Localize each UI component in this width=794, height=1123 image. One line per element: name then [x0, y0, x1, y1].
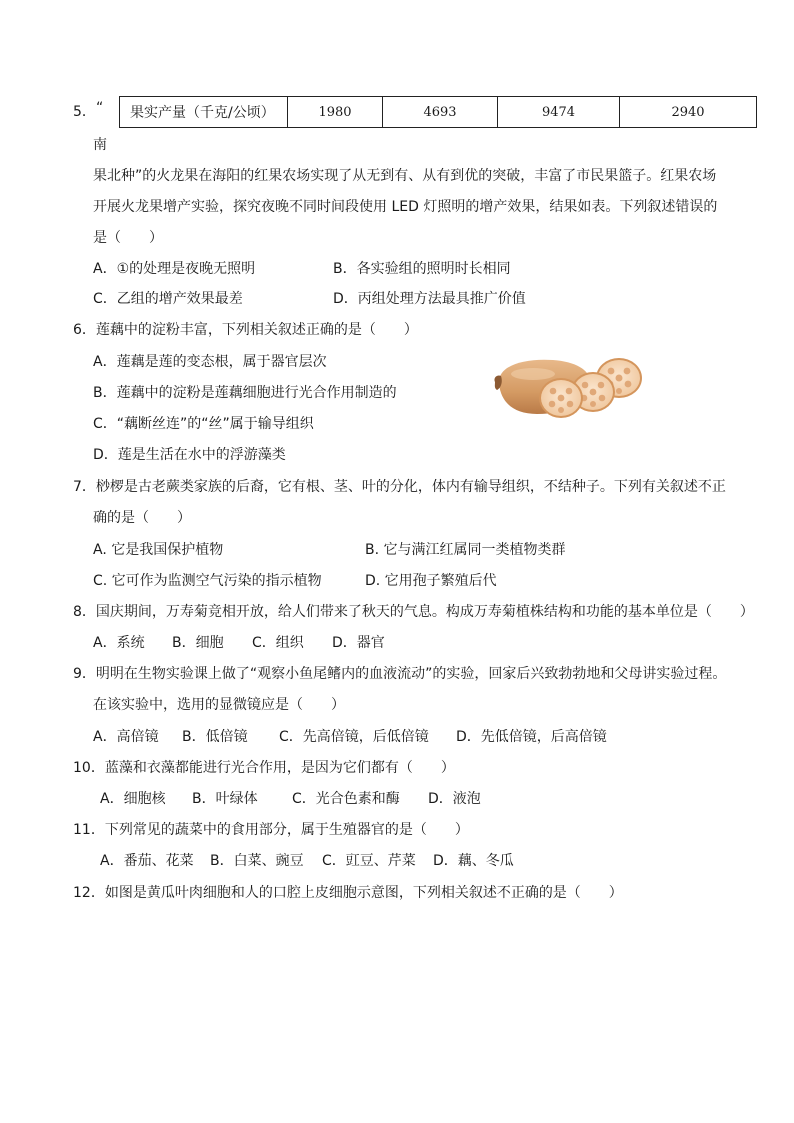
q8-option-b: B．细胞: [172, 635, 224, 651]
lotus-root-image: [493, 354, 651, 420]
q11-option-a: A．番茄、花菜: [100, 853, 194, 869]
q11-option-d: D．藕、冬瓜: [433, 853, 514, 869]
q6-option-a: A．莲藕是莲的变态根，属于器官层次: [93, 354, 327, 370]
q8-option-c: C．组织: [252, 635, 304, 651]
q7-option-b: B. 它与满江红属同一类植物类群: [365, 542, 566, 558]
table-header-cell: 果实产量（千克/公顷）: [120, 97, 288, 128]
q6-stem: 6．莲藕中的淀粉丰富，下列相关叙述正确的是（ ）: [73, 322, 418, 338]
q10-option-b: B．叶绿体: [192, 791, 258, 807]
q9-option-d: D．先低倍镜，后高倍镜: [456, 729, 607, 745]
table-row: [120, 97, 757, 128]
q5-stem-line3: 是（ ）: [93, 230, 163, 246]
yield-table: [119, 96, 757, 128]
q5-option-a: A．①的处理是夜晚无照明: [93, 261, 256, 277]
table-cell: 4693: [383, 97, 498, 128]
table-cell: 2940: [620, 97, 757, 128]
q10-option-c: C．光合色素和酶: [292, 791, 400, 807]
q7-option-c: C. 它可作为监测空气污染的指示植物: [93, 573, 322, 589]
q8-option-a: A．系统: [93, 635, 145, 651]
table-cell: 1980: [288, 97, 383, 128]
table-cell: 9474: [498, 97, 620, 128]
q7-option-d: D. 它用孢子繁殖后代: [365, 573, 497, 589]
q10-stem: 10．蓝藻和衣藻都能进行光合作用，是因为它们都有（ ）: [73, 760, 455, 776]
q5-option-b: B．各实验组的照明时长相同: [333, 261, 511, 277]
q7-stem-line1: 7．桫椤是古老蕨类家族的后裔，它有根、茎、叶的分化，体内有输导组织，不结种子。下列有关叙述不正: [73, 479, 726, 495]
q10-option-d: D．液泡: [428, 791, 481, 807]
q7-stem-line2: 确的是（ ）: [93, 510, 191, 526]
q5-stem-line2: 开展火龙果增产实验，探究夜晚不同时间段使用 LED 灯照明的增产效果，结果如表。下列叙述错误的: [93, 199, 718, 215]
q5-option-d: D．丙组处理方法最具推广价值: [333, 291, 526, 307]
q5-open-quote: “: [96, 100, 104, 116]
q9-option-a: A．高倍镜: [93, 729, 159, 745]
q9-option-c: C．先高倍镜，后低倍镜: [279, 729, 429, 745]
q5-stem-fragment: 南: [93, 137, 107, 153]
q12-stem: 12．如图是黄瓜叶肉细胞和人的口腔上皮细胞示意图，下列相关叙述不正确的是（ ）: [73, 885, 623, 901]
q5-number: 5．: [73, 104, 96, 120]
q9-option-b: B．低倍镜: [182, 729, 248, 745]
q5-option-c: C．乙组的增产效果最差: [93, 291, 243, 307]
q11-option-b: B．白菜、豌豆: [210, 853, 304, 869]
q10-option-a: A．细胞核: [100, 791, 166, 807]
q11-option-c: C．豇豆、芹菜: [322, 853, 416, 869]
q9-stem-line2: 在该实验中，选用的显微镜应是（ ）: [93, 697, 345, 713]
q8-option-d: D．器官: [332, 635, 385, 651]
q6-option-c: C．“藕断丝连”的“丝”属于输导组织: [93, 416, 314, 432]
q6-option-b: B．莲藕中的淀粉是莲藕细胞进行光合作用制造的: [93, 385, 397, 401]
q11-stem: 11．下列常见的蔬菜中的食用部分，属于生殖器官的是（ ）: [73, 822, 469, 838]
q9-stem-line1: 9．明明在生物实验课上做了“观察小鱼尾鳍内的血液流动”的实验，回家后兴致勃勃地和父母讲实验过程。: [73, 666, 727, 682]
q8-stem: 8．国庆期间，万寿菊竞相开放，给人们带来了秋天的气息。构成万寿菊植株结构和功能的基本单位是（ ）: [73, 604, 754, 620]
q5-stem-line1: 果北种”的火龙果在海阳的红果农场实现了从无到有、从有到优的突破，丰富了市民果篮子。红果农场: [93, 168, 717, 184]
q6-option-d: D．莲是生活在水中的浮游藻类: [93, 447, 286, 463]
q7-option-a: A. 它是我国保护植物: [93, 542, 224, 558]
